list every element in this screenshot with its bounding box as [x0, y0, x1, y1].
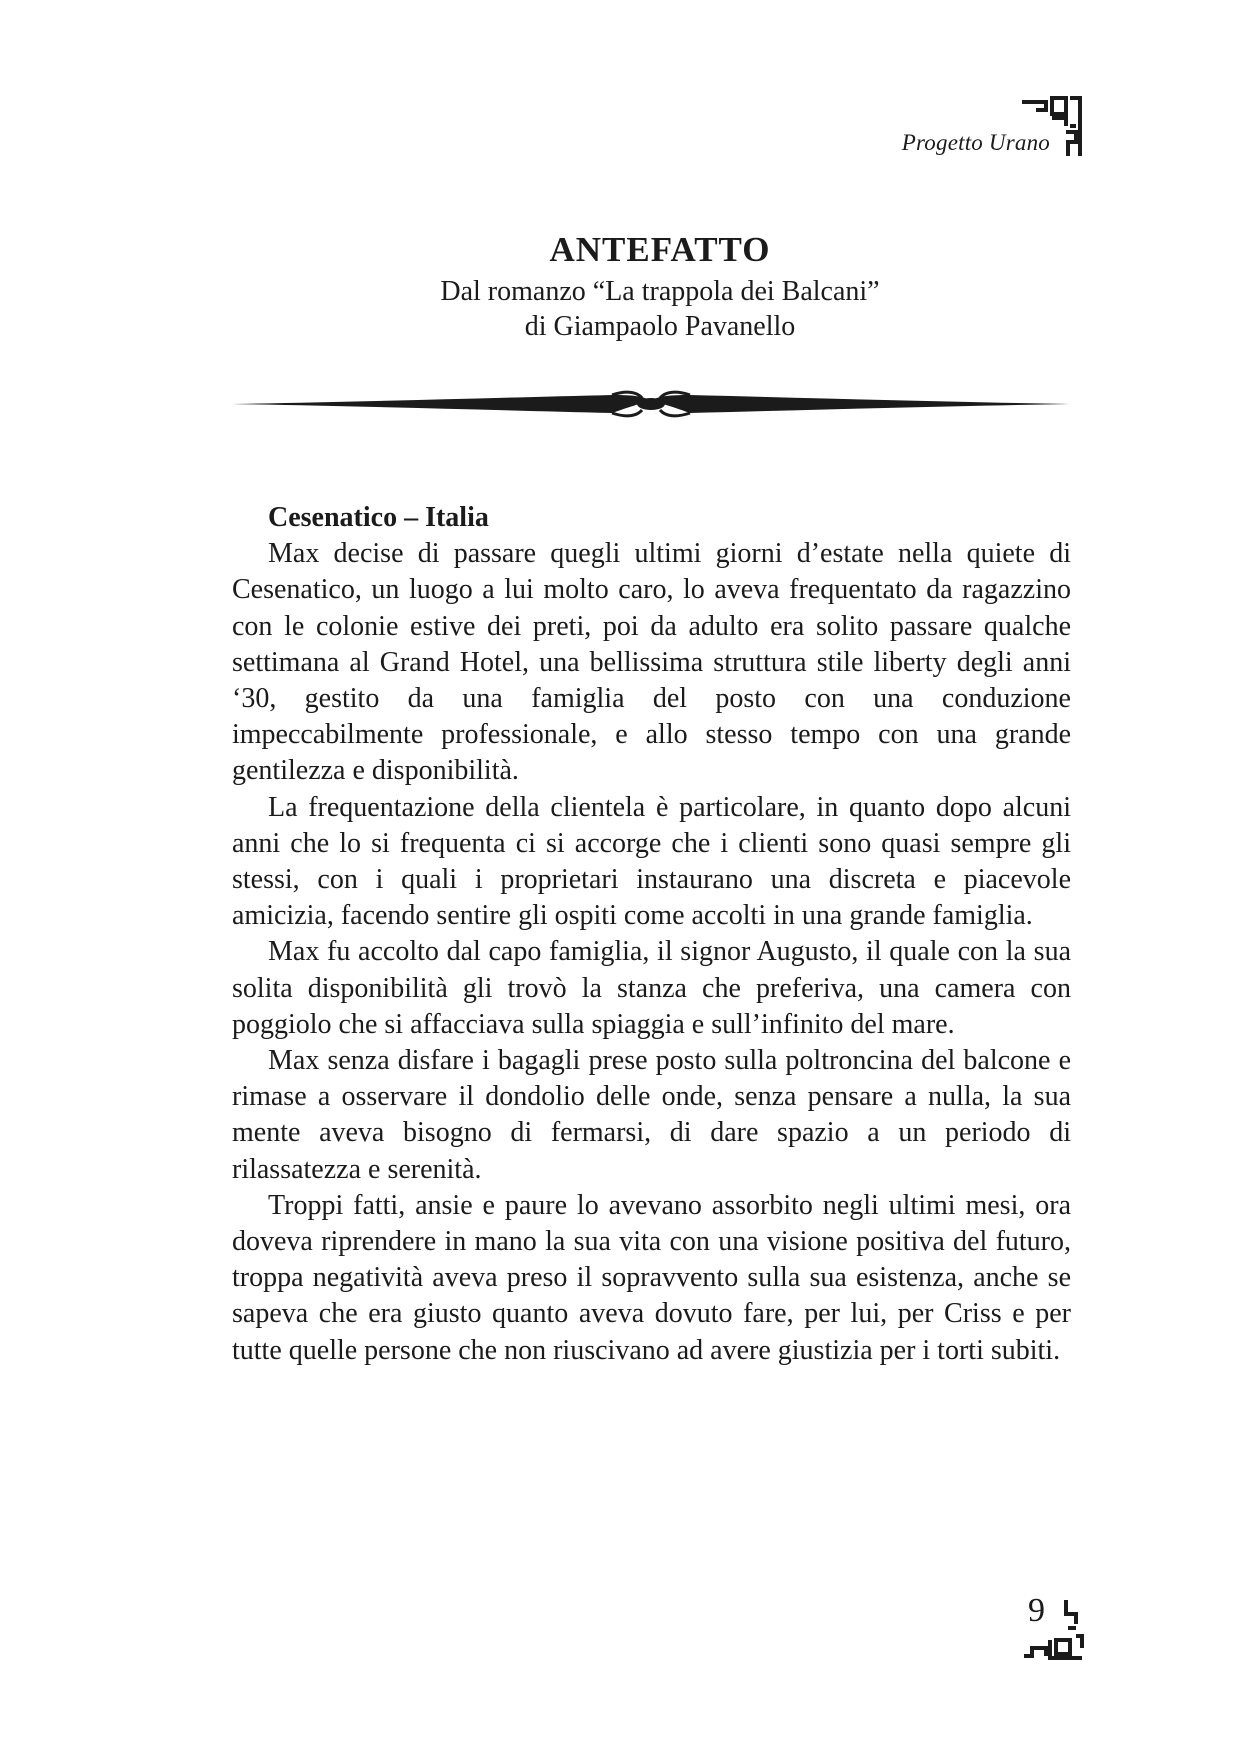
paragraph: Troppi fatti, ansie e paure lo avevano assorbito negli ultimi mesi, ora doveva riprendere in mano la sua vita con una visione positiva del futuro, troppa negatività aveva preso il sopravvento sulla sua esistenza, anche se sapeva che era giusto quanto aveva dovuto fare, per lui, per Criss e per tutte quelle persone che non riuscivano ad avere giustizia per i torti subiti.: [232, 1189, 1071, 1366]
page-number: 9: [1028, 1592, 1045, 1629]
chapter-subtitle-author: di Giampaolo Pavanello: [524, 311, 796, 342]
paragraph: La frequentazione della clientela è particolare, in quanto dopo alcuni anni che lo si frequenta ci si accorge che i clienti sono quasi sempre gli stessi, con i quali i proprietari instaurano una discreta e piacevole amicizia, facendo sentire gli ospiti come accolti in una grande famiglia.: [232, 791, 1071, 932]
section-heading: Cesenatico – Italia: [268, 502, 489, 533]
chapter-title: ANTEFATTO: [549, 230, 771, 269]
paragraph: Max decise di passare quegli ultimi giorni d’estate nella quiete di Cesenatico, un luogo a lui molto caro, lo aveva frequentato da ragazzino con le colonie estive dei preti, poi da adulto era solito passare qualche settimana al Grand Hotel, una bellissima struttura stile liberty degli anni ‘30, gestito da una famiglia del posto con una conduzione impeccabilmente professionale, e allo stesso tempo con una grande gentilezza e disponibilità.: [232, 538, 1071, 787]
paragraph: Max fu accolto dal capo famiglia, il signor Augusto, il quale con la sua solita disponibilità gli trovò la stanza che preferiva, una camera con poggiolo che si affacciava sulla spiaggia e sull’infinito del mare.: [232, 936, 1071, 1040]
paragraph: Max senza disfare i bagagli prese posto sulla poltroncina del balcone e rimase a osservare il dondolio delle onde, senza pensare a nulla, la sua mente aveva bisogno di fermarsi, di dare spazio a un periodo di rilassatezza e serenità.: [232, 1045, 1071, 1185]
greek-key-corner-icon: [1022, 1598, 1084, 1662]
body-text: [232, 500, 1071, 1369]
chapter-subtitle-source: Dal romanzo “La trappola dei Balcani”: [440, 276, 880, 307]
running-header-title: Progetto Urano: [901, 130, 1050, 155]
ornamental-divider: [232, 386, 1070, 422]
